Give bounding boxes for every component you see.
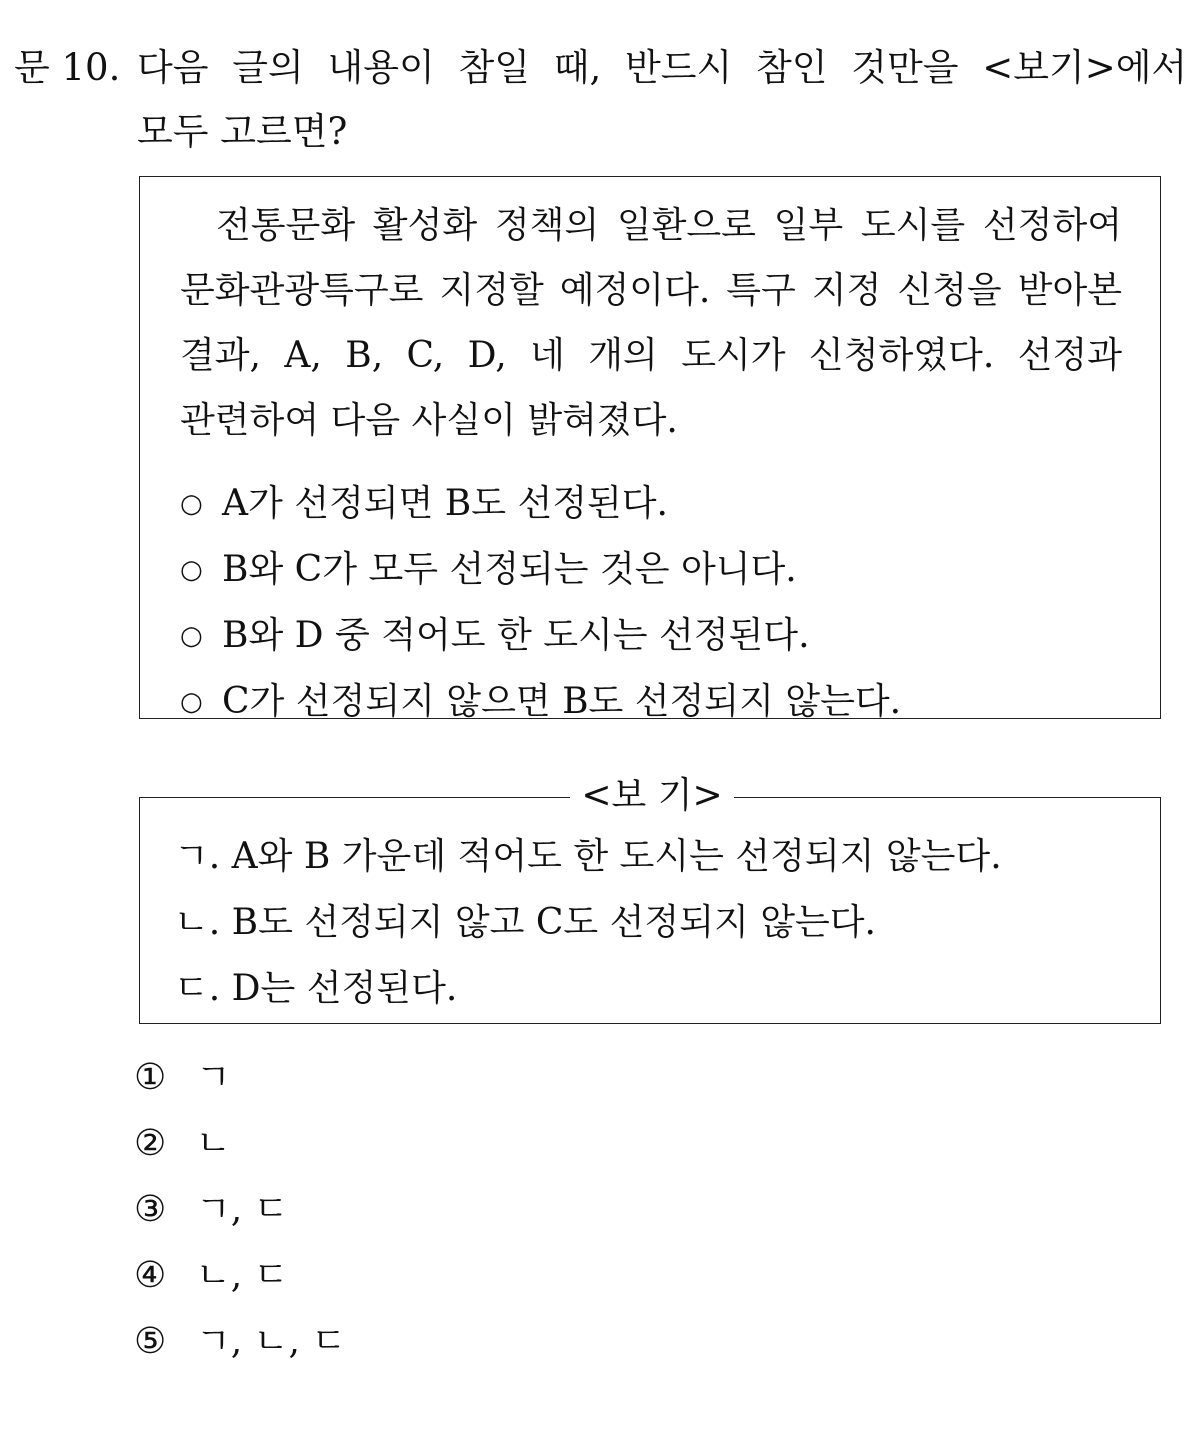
passage-line: 문화관광특구로 지정할 예정이다. 특구 지정 신청을 받아본 xyxy=(180,270,1122,311)
bogi-title: <보 기> xyxy=(570,774,734,818)
option-number: ⑤ xyxy=(134,1321,167,1362)
condition-text: A가 선정되면 B도 선정된다. xyxy=(222,483,668,524)
passage-text xyxy=(180,193,1122,453)
condition-item xyxy=(180,669,1122,735)
option-text: ㄱ, ㄷ xyxy=(196,1189,289,1230)
answer-option-1[interactable] xyxy=(134,1045,346,1111)
option-text: ㄱ xyxy=(196,1057,231,1098)
condition-item xyxy=(180,603,1122,669)
answer-option-5[interactable] xyxy=(134,1309,346,1375)
passage-line: 관련하여 다음 사실이 밝혀졌다. xyxy=(180,400,678,441)
question-number: 문 10. xyxy=(14,46,121,89)
condition-item xyxy=(180,537,1122,603)
question-stem xyxy=(14,36,1188,164)
option-number: ④ xyxy=(134,1255,167,1296)
bogi-item-digeut: ㄷ. D는 선정된다. xyxy=(174,968,458,1009)
question-text-line-2: 모두 고르면? xyxy=(137,110,348,153)
condition-list xyxy=(180,471,1122,735)
condition-item xyxy=(180,471,1122,537)
bogi-box xyxy=(139,775,1161,1024)
option-text: ㄴ xyxy=(196,1123,231,1164)
passage-line: 전통문화 활성화 정책의 일환으로 일부 도시를 선정하여 xyxy=(216,205,1122,246)
circle-bullet-icon: ○ xyxy=(180,555,203,585)
passage-box xyxy=(139,176,1161,722)
option-number: ③ xyxy=(134,1189,167,1230)
answer-option-2[interactable] xyxy=(134,1111,346,1177)
condition-text: B와 D 중 적어도 한 도시는 선정된다. xyxy=(222,615,810,656)
circle-bullet-icon: ○ xyxy=(180,621,203,651)
bogi-item-giyeok: ㄱ. A와 B 가운데 적어도 한 도시는 선정되지 않는다. xyxy=(174,836,1002,877)
bogi-item-nieun: ㄴ. B도 선정되지 않고 C도 선정되지 않는다. xyxy=(174,902,876,943)
condition-text: B와 C가 모두 선정되는 것은 아니다. xyxy=(222,549,797,590)
answer-option-3[interactable] xyxy=(134,1177,346,1243)
passage-line: 결과, A, B, C, D, 네 개의 도시가 신청하였다. 선정과 xyxy=(180,335,1122,376)
circle-bullet-icon: ○ xyxy=(180,687,203,717)
option-text: ㄱ, ㄴ, ㄷ xyxy=(196,1321,347,1362)
condition-text: C가 선정되지 않으면 B도 선정되지 않는다. xyxy=(222,681,902,722)
answer-options xyxy=(134,1045,346,1375)
option-number: ② xyxy=(134,1123,167,1164)
option-text: ㄴ, ㄷ xyxy=(196,1255,289,1296)
answer-option-4[interactable] xyxy=(134,1243,346,1309)
question-text-line-1: 다음 글의 내용이 참일 때, 반드시 참인 것만을 <보기>에서 xyxy=(137,46,1188,89)
circle-bullet-icon: ○ xyxy=(180,489,203,519)
option-number: ① xyxy=(134,1057,167,1098)
